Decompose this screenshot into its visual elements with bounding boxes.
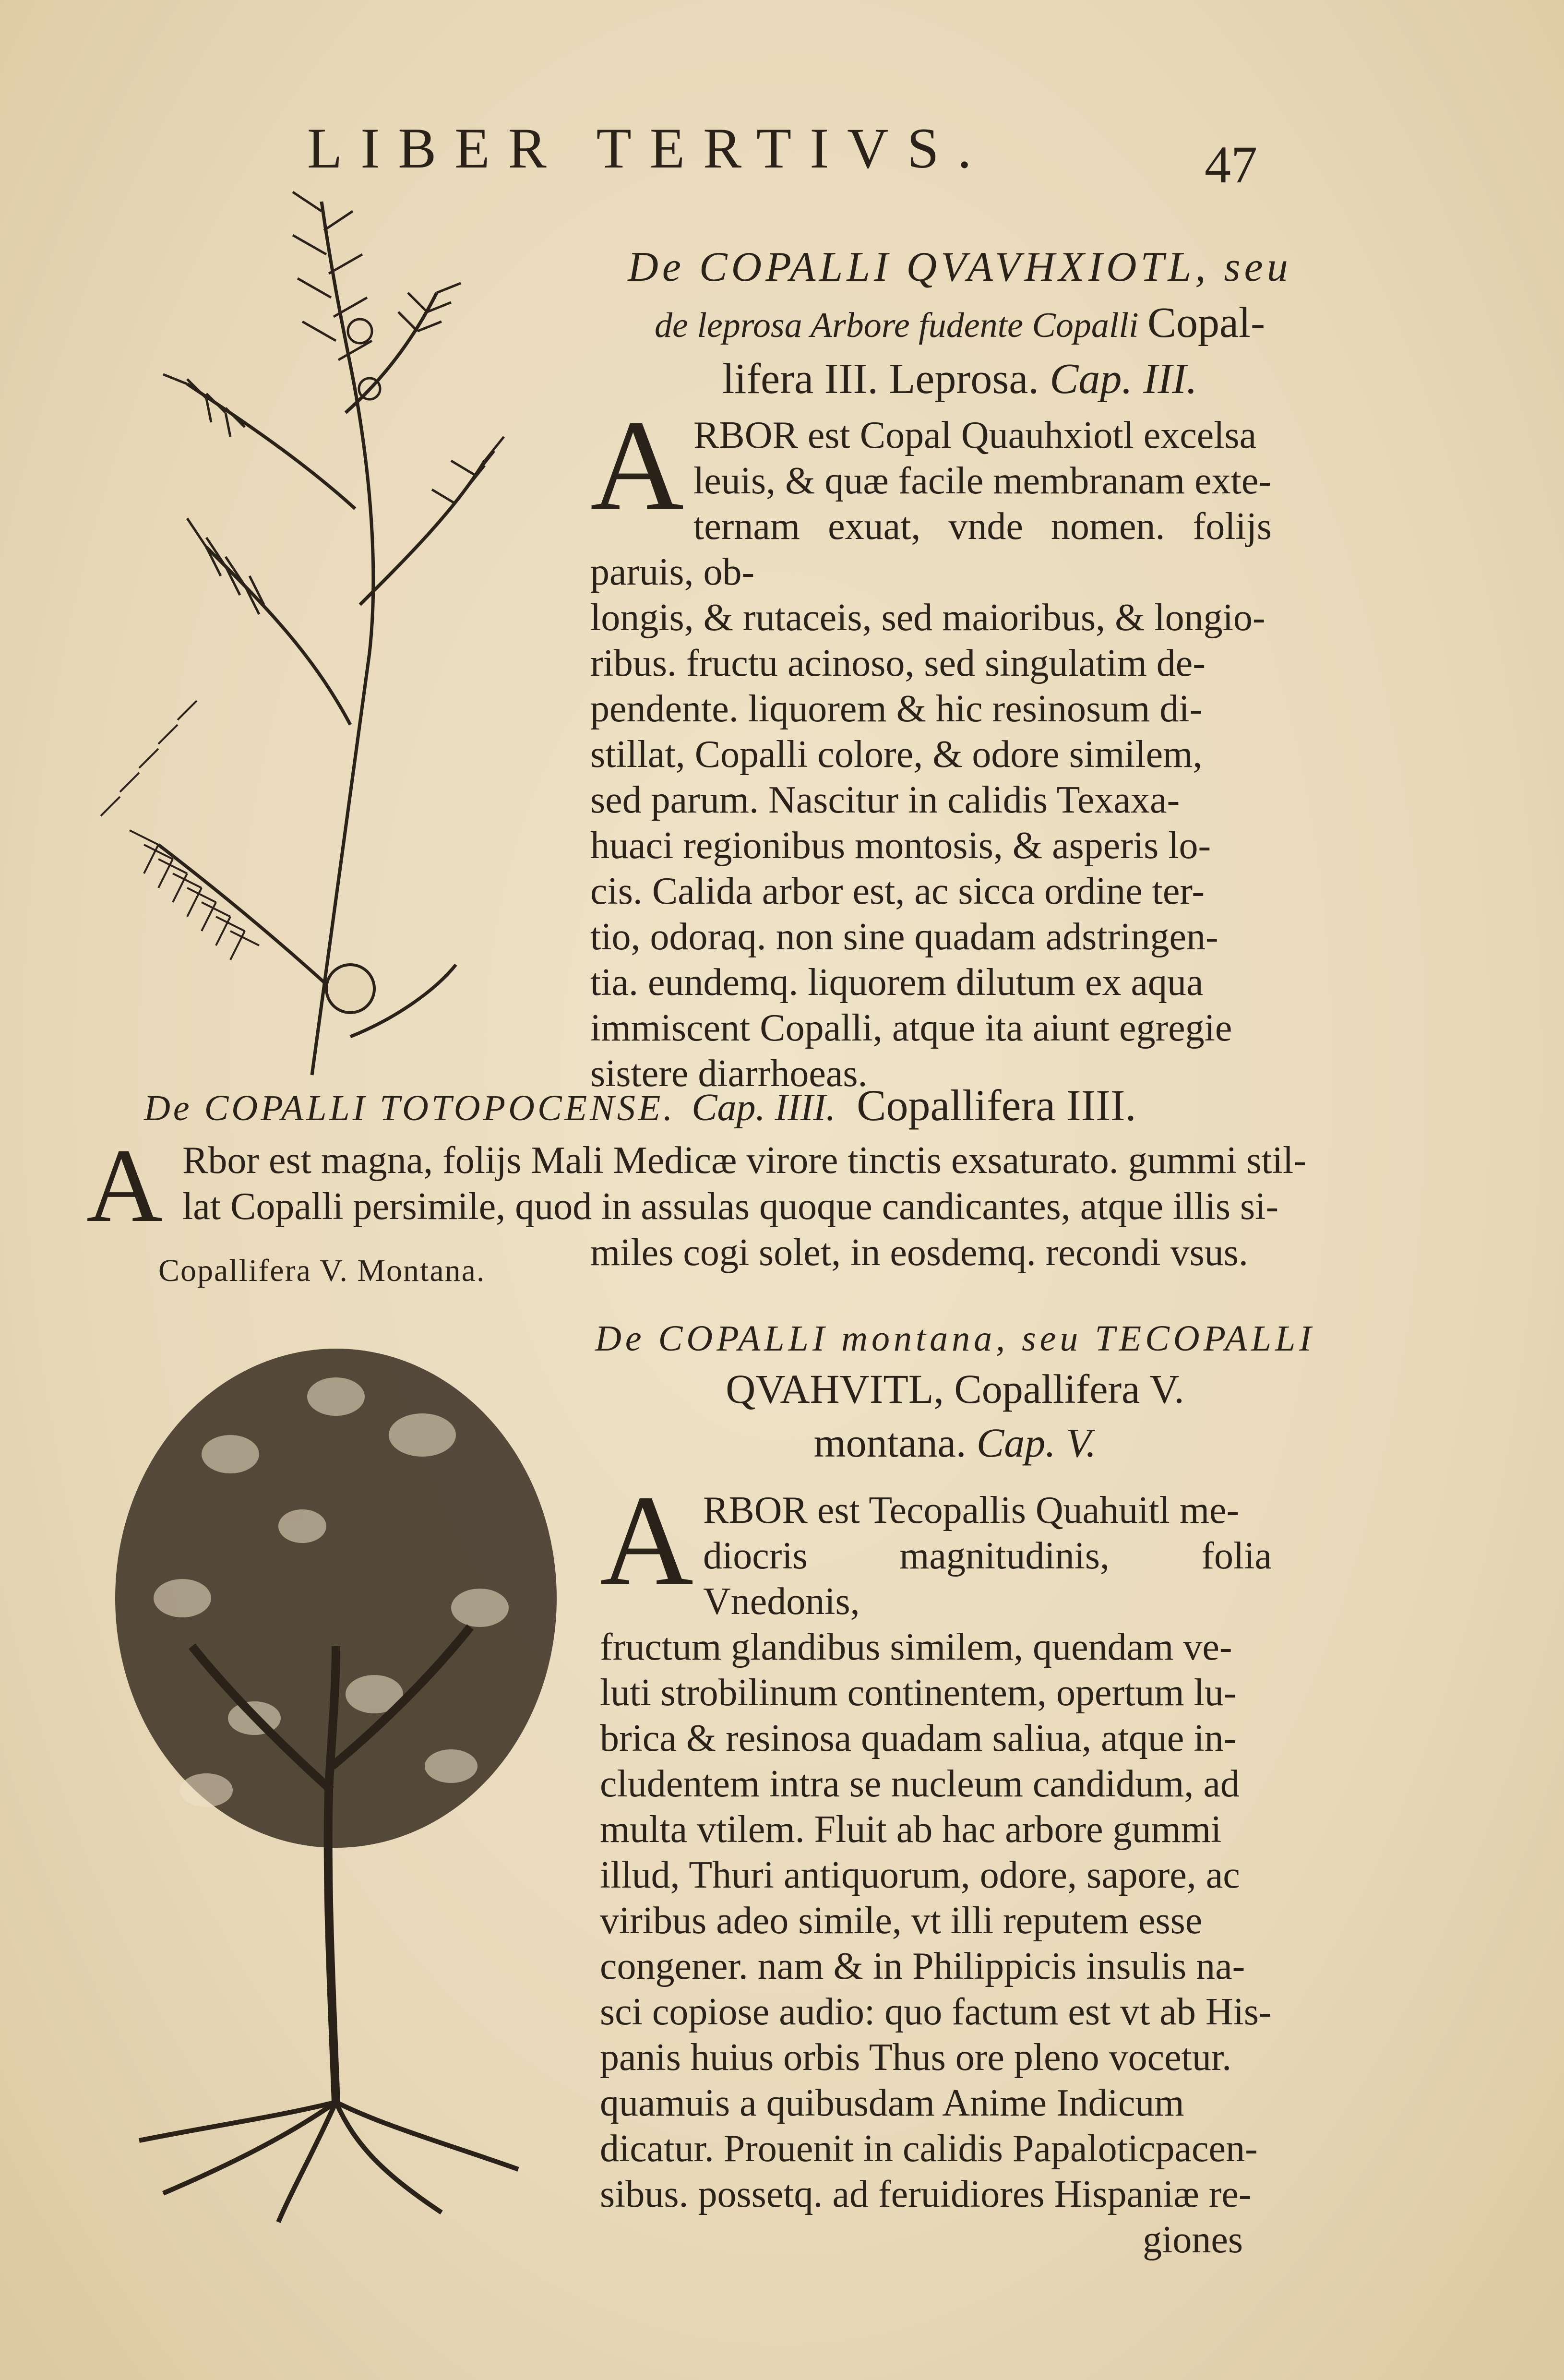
- chapter-4-title: De COPALLI TOTOPOCENSE.: [144, 1088, 676, 1128]
- chapter-5-line: sibus. possetq. ad feruidiores Hispaniæ re-: [600, 2173, 1252, 2215]
- chapter-5-cap-label: Cap. V.: [976, 1419, 1097, 1466]
- chapter-3-line: tio, odoraq. non sine quadam adstringen-: [590, 916, 1218, 958]
- chapter-3-line: huaci regionibus montosis, & asperis lo-: [590, 825, 1211, 867]
- chapter-3-line: cis. Calida arbor est, ac sicca ordine ter-: [590, 870, 1205, 912]
- chapter-3-line: sistere diarrhoeas.: [590, 1052, 868, 1095]
- chapter-5-heading: [595, 1315, 1315, 1470]
- chapter-5-line: panis huius orbis Thus ore pleno vocetur.: [600, 2036, 1232, 2079]
- chapter-4-line: lat Copalli persimile, quod in assulas quoque candicantes, atque illis si-: [182, 1185, 1278, 1228]
- copalli-leprosa-woodcut: [62, 173, 542, 1085]
- chapter-3-line: RBOR est Copal Quauhxiotl excelsa: [693, 414, 1257, 456]
- chapter-5-dropcap: A: [600, 1469, 693, 1612]
- running-title: LIBER TERTIVS.: [307, 116, 990, 180]
- chapter-3-line: stillat, Copalli colore, & odore similem,: [590, 733, 1203, 776]
- chapter-3-title-line3: lifera III. Leprosa.: [722, 355, 1039, 403]
- chapter-4-dropcap: A: [86, 1127, 163, 1244]
- chapter-3-title-line1: De COPALLI QVAVHXIOTL, seu: [628, 244, 1292, 290]
- chapter-4-subtitle: Copallifera IIII.: [857, 1081, 1136, 1130]
- chapter-3-line: ribus. fructu acinoso, sed singulatim de-: [590, 642, 1206, 684]
- page-number: 47: [1205, 135, 1257, 194]
- chapter-5-body: [600, 1469, 1272, 2263]
- chapter-3-body: [590, 394, 1272, 1097]
- chapter-5-line: congener. nam & in Philippicis insulis na-: [600, 1945, 1245, 1987]
- chapter-5-catchword: giones: [1143, 2219, 1243, 2261]
- chapter-5-line: dicatur. Prouenit in calidis Papaloticpacen-: [600, 2128, 1258, 2170]
- chapter-5-line: quamuis a quibusdam Anime Indicum: [600, 2082, 1184, 2124]
- chapter-5-line: diocris magnitudinis, folia Vnedonis,: [703, 1535, 1272, 1623]
- chapter-4-line: Rbor est magna, folijs Mali Medicæ virore tinctis exsaturato. gummi stil-: [182, 1139, 1306, 1182]
- chapter-5-line: RBOR est Tecopallis Quahuitl me-: [703, 1489, 1240, 1531]
- chapter-5-line: brica & resinosa quadam saliua, atque in-: [600, 1717, 1237, 1759]
- chapter-3-line: longis, & rutaceis, sed maioribus, & longio-: [590, 597, 1266, 639]
- chapter-3-line: immiscent Copalli, atque ita aiunt egregie: [590, 1007, 1232, 1049]
- chapter-5-line: sci copiose audio: quo factum est vt ab His-: [600, 1991, 1272, 2033]
- chapter-3-line: tia. eundemq. liquorem dilutum ex aqua: [590, 961, 1204, 1004]
- copallifera-montana-woodcut: [86, 1310, 590, 2232]
- chapter-3-title-line2b: Copal-: [1147, 299, 1265, 347]
- chapter-5-title-line3: montana.: [813, 1419, 967, 1466]
- chapter-3-heading: [585, 240, 1334, 407]
- chapter-5-title-line2: QVAHVITL, Copallifera V.: [726, 1365, 1184, 1412]
- chapter-5-line: cludentem intra se nucleum candidum, ad: [600, 1763, 1240, 1805]
- chapter-3-line: pendente. liquorem & hic resinosum di-: [590, 688, 1203, 730]
- chapter-4-line: miles cogi solet, in eosdemq. recondi vsus.: [590, 1232, 1248, 1274]
- chapter-5-title-line1: De COPALLI montana, seu TECOPALLI: [595, 1318, 1315, 1359]
- chapter-5-line: luti strobilinum continentem, opertum lu-: [600, 1672, 1237, 1714]
- chapter-5-line: viribus adeo simile, vt illi reputem esse: [600, 1900, 1203, 1942]
- chapter-5-line: fructum glandibus similem, quendam ve-: [600, 1626, 1232, 1668]
- chapter-3-line: ternam exuat, vnde nomen. folijs paruis, ob-: [590, 505, 1272, 593]
- chapter-3-cap-label: Cap. III.: [1050, 355, 1197, 403]
- figure-caption: Copallifera V. Montana.: [158, 1253, 486, 1288]
- chapter-3-line: sed parum. Nascitur in calidis Texaxa-: [590, 779, 1180, 821]
- chapter-3-dropcap: A: [590, 394, 684, 537]
- chapter-5-line: illud, Thuri antiquorum, odore, sapore, ac: [600, 1854, 1240, 1896]
- chapter-5-line: multa vtilem. Fluit ab hac arbore gummi: [600, 1808, 1222, 1851]
- chapter-3-line: leuis, & quæ facile membranam exte-: [693, 460, 1272, 502]
- chapter-4-heading: [144, 1080, 1248, 1131]
- chapter-4-cap-label: Cap. IIII.: [692, 1087, 836, 1129]
- chapter-3-title-line2a: de leprosa Arbore fudente Copalli: [655, 306, 1139, 346]
